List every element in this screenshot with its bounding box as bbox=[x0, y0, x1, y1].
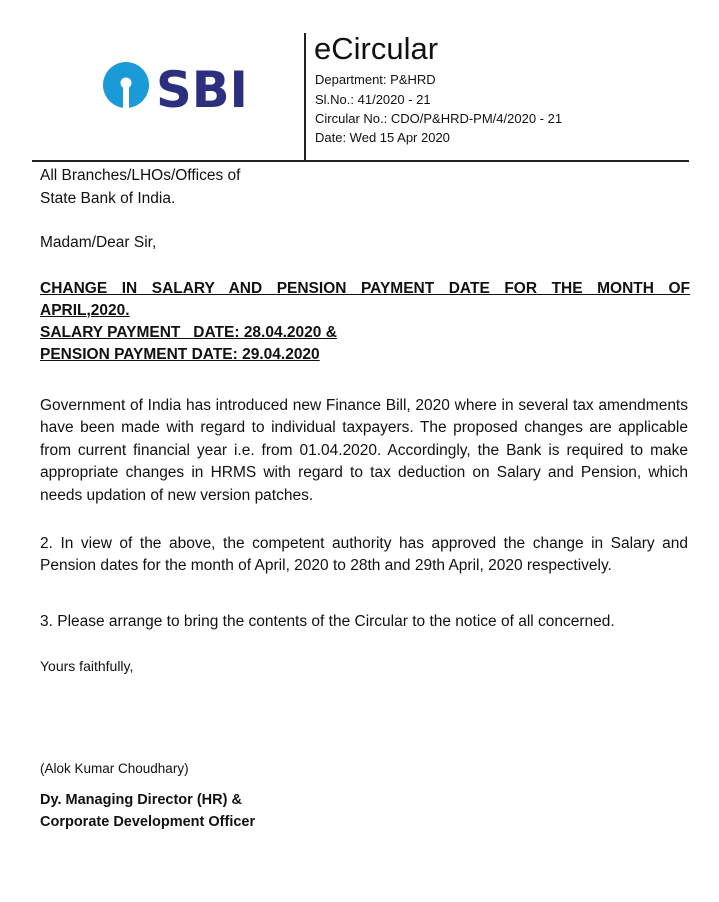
subject-heading bbox=[40, 278, 690, 366]
body-paragraph-2: 2. In view of the above, the competent authority has approved the change in Salary and Pension dates for the month of April, 2020 to 28th and 29th April, 2020 respectively. bbox=[40, 535, 688, 575]
salutation: Madam/Dear Sir, bbox=[40, 234, 157, 251]
subject-line-4: PENSION PAYMENT DATE: 29.04.2020 bbox=[40, 346, 320, 363]
department-label: Department: P&HRD bbox=[315, 72, 436, 87]
header-vertical-divider bbox=[304, 33, 306, 161]
serial-number: Sl.No.: 41/2020 - 21 bbox=[315, 92, 431, 107]
body-paragraph-3: 3. Please arrange to bring the contents of the Circular to the notice of all concerned. bbox=[40, 613, 615, 630]
body-paragraph-1: Government of India has introduced new Finance Bill, 2020 where in several tax amendments have been made with regard to individual taxpayers. The proposed changes are applicable from current financial year i.e. from 01.04.2020. Accordingly, the Bank is required to make appropriate changes in HRMS with regard to tax deduction on Salary and Pension, which needs updation of new version patches. bbox=[40, 397, 688, 504]
address-line-1: All Branches/LHOs/Offices of bbox=[40, 167, 241, 184]
sbi-logo bbox=[100, 55, 250, 117]
subject-line-1: CHANGE IN SALARY AND PENSION PAYMENT DATE FOR THE MONTH OF bbox=[40, 280, 690, 297]
designation-line-2: Corporate Development Officer bbox=[40, 814, 256, 830]
header-horizontal-divider bbox=[32, 160, 689, 162]
closing: Yours faithfully, bbox=[40, 658, 134, 674]
logo-text: SBI bbox=[156, 61, 248, 117]
circular-title: eCircular bbox=[314, 31, 439, 66]
signatory-name: (Alok Kumar Choudhary) bbox=[40, 761, 189, 776]
circular-number: Circular No.: CDO/P&HRD-PM/4/2020 - 21 bbox=[315, 111, 563, 126]
address-line-2: State Bank of India. bbox=[40, 190, 176, 207]
signatory-designation bbox=[40, 789, 255, 833]
designation-line-1: Dy. Managing Director (HR) & bbox=[40, 792, 242, 808]
circular-date: Date: Wed 15 Apr 2020 bbox=[315, 130, 450, 145]
subject-line-3: SALARY PAYMENT DATE: 28.04.2020 & bbox=[40, 324, 337, 341]
subject-line-2: APRIL,2020. bbox=[40, 302, 130, 319]
